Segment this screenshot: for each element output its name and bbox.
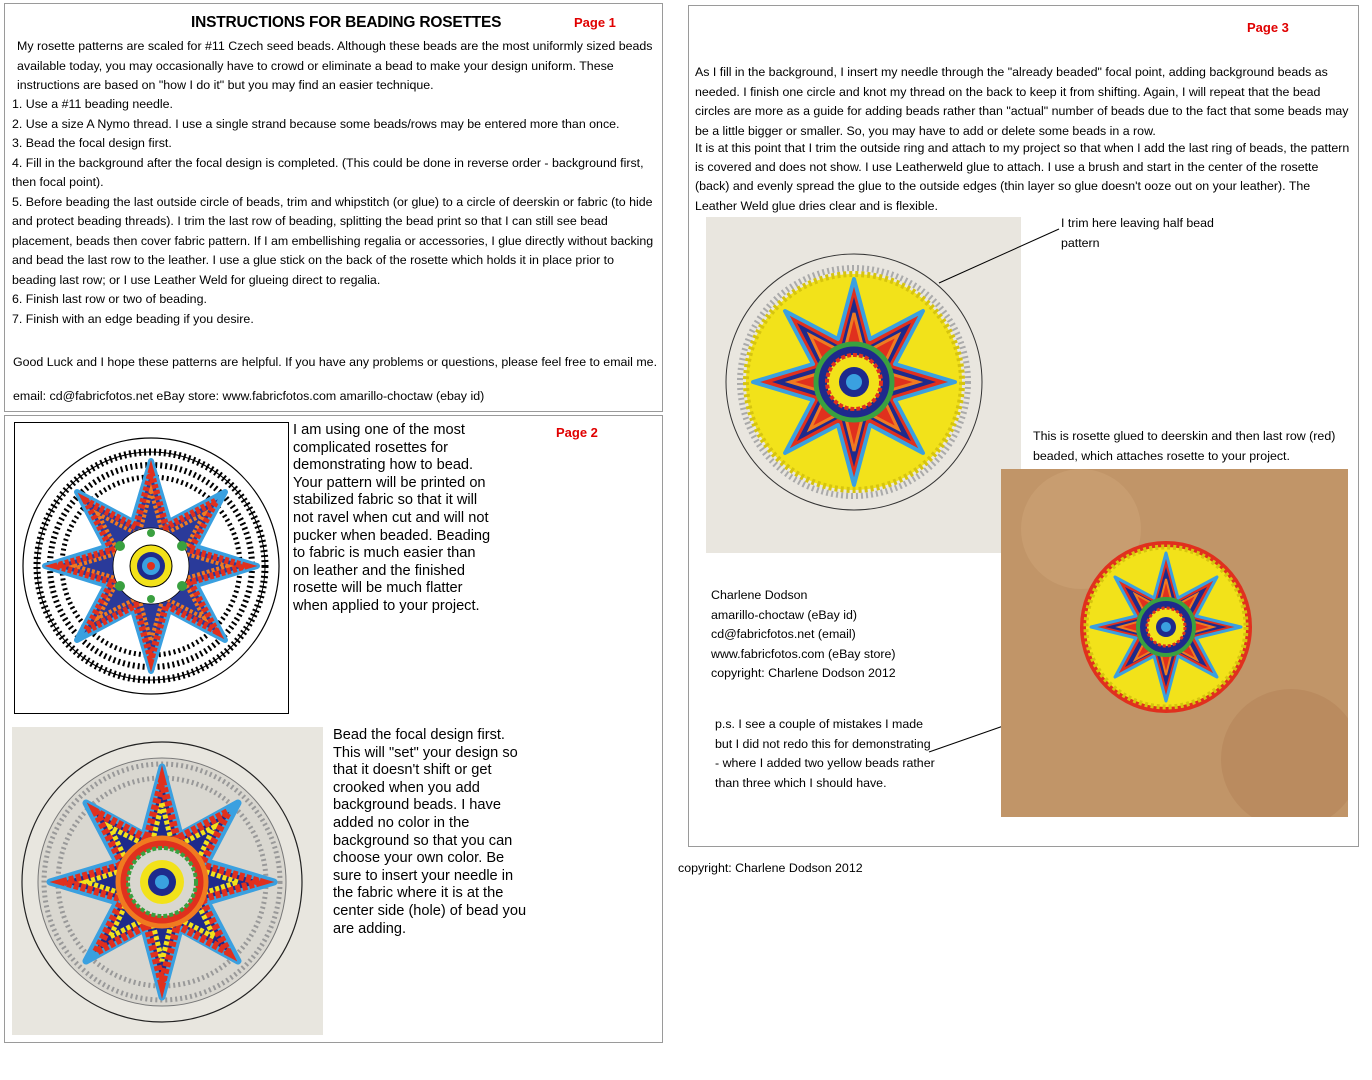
step-item: 4. Fill in the background after the focal design is completed. (This could be done in reverse order - background first, then focal point). [12, 155, 644, 189]
page-3-label: Page 3 [1247, 20, 1289, 35]
rosette-pattern-diagram [14, 422, 289, 714]
page-1-label: Page 1 [574, 15, 616, 30]
intro-paragraph: My rosette patterns are scaled for #11 Czech seed beads. Although these beads are the most uniformly sized beads available today, you may occasionally have to crowd or eliminate a bead to make your design uniform. These instructions are based on "how I do it" but you may find an easier technique. [17, 39, 653, 92]
focal-photo-svg [12, 727, 323, 1035]
signature-line: copyright: Charlene Dodson 2012 [711, 666, 896, 680]
ps-note: p.s. I see a couple of mistakes I made but I did not redo this for demonstrating - where I added two yellow beads rather than three which I should have. [715, 717, 935, 790]
step-item: 6. Finish last row or two of beading. [12, 292, 207, 306]
page-1-title: INSTRUCTIONS FOR BEADING ROSETTES [191, 14, 502, 31]
focal-description: Bead the focal design first. This will "set" your design so that it doesn't shift or get crooked when you add background beads. I have added no color in the background so that you can choose your own color. Be sure to insert your needle in the fabric where it is at the center side (hole) of bead you are adding. [333, 727, 527, 937]
step-item: 7. Finish with an edge beading if you desire. [12, 311, 254, 326]
page-2-panel [4, 415, 663, 1043]
page-1-panel [4, 3, 663, 412]
glued-photo-svg [1001, 469, 1348, 817]
glued-note: This is rosette glued to deerskin and then last row (red) beaded, which attaches rosette to your project. [1033, 429, 1336, 463]
glued-rosette-photo [1001, 469, 1348, 817]
page-2-label: Page 2 [556, 425, 598, 440]
signature-line: Charlene Dodson [711, 588, 808, 602]
steps-list [12, 95, 657, 329]
closing-paragraph: Good Luck and I hope these patterns are helpful. If you have any problems or questions, please feel free to email me. [13, 355, 658, 369]
page-3-paragraph-2: It is at this point that I trim the outside ring and attach to my project so that when I add the last ring of beads, the pattern is covered and does not show. I use Leatherweld glue to attach. I use a brush and start in the center of the rosette (back) and evenly spread the glue to the outside edges (thin layer so glue doesn't ooze out on your leather). The Leather Weld glue dries clear and is flexible. [695, 141, 1350, 213]
contact-line: email: cd@fabricfotos.net eBay store: www.fabricfotos.com amarillo-choctaw (ebay id) [13, 389, 485, 403]
page-3-panel [688, 5, 1359, 847]
step-item: 3. Bead the focal design first. [12, 136, 172, 150]
step-item: 2. Use a size A Nymo thread. I use a single strand because some beads/rows may be entered more than once. [12, 116, 620, 131]
page-3-paragraph-1: As I fill in the background, I insert my needle through the "already beaded" focal point, adding background beads as needed. I finish one circle and knot my thread on the back to keep it from shifting. Again, I will repeat that the bead circles are more as a guide for adding beads rather than "actual" number of beads due to the fact that some beads may be a little bigger or smaller. So, you may have to add or delete some beads in a row. [695, 65, 1349, 138]
signature-line: www.fabricfotos.com (eBay store) [711, 646, 896, 661]
pattern-description: I am using one of the most complicated rosettes for demonstrating how to bead. Your pattern will be printed on stabilized fabric so that it will not ravel when cut and will not pucker when beaded. Beading to fabric is much easier than on leather and the finished rosette will be much flatter when applied to your project. [293, 422, 491, 614]
step-item: 5. Before beading the last outside circle of beads, trim and whipstitch (or glue) to a circle of deerskin or fabric (to hide and protect beading threads). I trim the last row of beading, splitting the bead print so that I can still see bead placement, beads then cover fabric pattern. If I am embellishing regalia or accessories, I glue directly without backing and bead the last row to the leather. I use a glue stick on the back of the rosette which holds it in place prior to beading last row; or I use Leather Weld for glueing direct to regalia. [12, 194, 654, 287]
trim-note: I trim here leaving half bead pattern [1061, 216, 1214, 250]
signature-block [711, 586, 971, 684]
focal-beaded-photo [12, 727, 323, 1035]
signature-line: amarillo-choctaw (eBay id) [711, 607, 857, 622]
footer-copyright: copyright: Charlene Dodson 2012 [678, 861, 863, 875]
signature-line: cd@fabricfotos.net (email) [711, 627, 856, 641]
step-item: 1. Use a #11 beading needle. [12, 97, 173, 111]
pattern-svg [15, 423, 288, 713]
